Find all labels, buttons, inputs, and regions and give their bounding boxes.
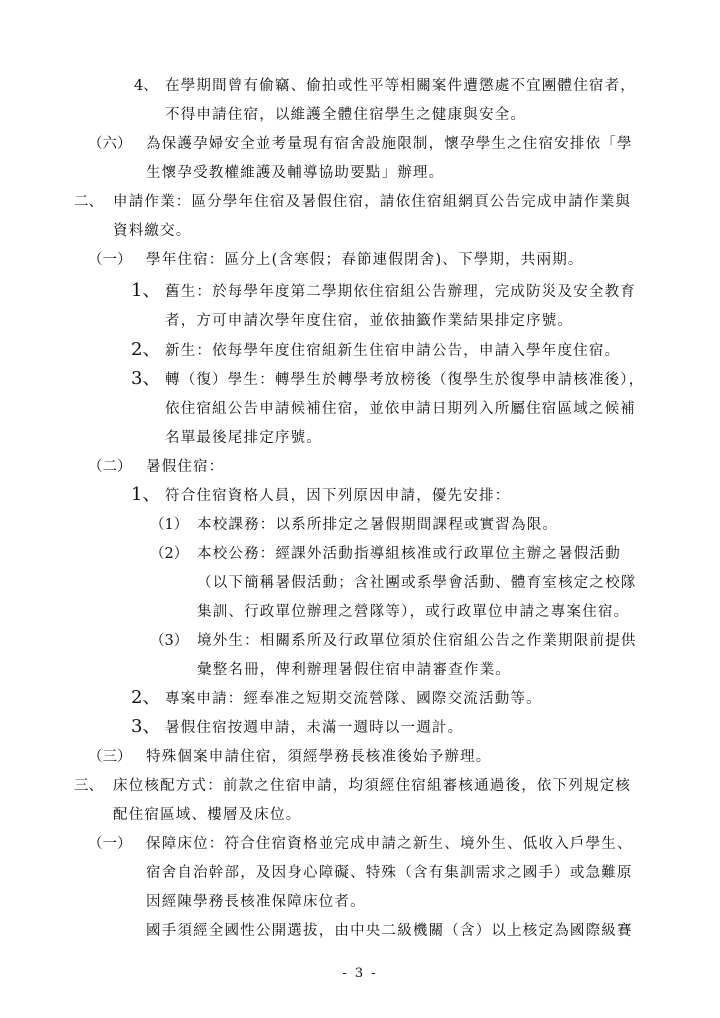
list-marker: 2、 [131,687,161,708]
text-line: 資料繳交。 [113,223,192,239]
text-line: 不得申請住宿，以維護全體住宿學生之健康與安全。 [165,107,527,123]
page-number: - 3 - [342,966,378,981]
text-line: 者，方可申請次學年度住宿，並依抽籤作業結果排定序號。 [165,313,574,329]
list-marker: 1、 [131,484,161,505]
text-line: 學年住宿：區分上(含寒假；春節連假閉舍)、下學期，共兩期。 [146,252,584,268]
list-marker: （一） [88,252,132,268]
text-line: 依住宿組公告申請候補住宿，並依申請日期列入所屬住宿區域之候補 [165,401,636,417]
list-marker: 1、 [131,280,161,301]
text-line: 本校公務：經課外活動指導組核准或行政單位主辦之暑假活動 [197,546,621,562]
text-line: 境外生：相關系所及行政單位須於住宿組公告之作業期限前提供 [197,633,637,649]
list-marker: （一） [88,836,132,852]
list-marker: （二） [88,459,132,475]
text-line: 在學期間曾有偷竊、偷拍或性平等相關案件遭懲處不宜團體住宿者， [165,78,636,94]
text-line: 轉（復）學生：轉學生於轉學考放榜後（復學生於復學申請核准後）， [165,372,645,388]
list-marker: 3、 [131,368,161,389]
section-marker: 三、 [74,778,103,794]
text-line: 特殊個案申請住宿，須經學務長核准後始予辦理。 [146,749,492,765]
text-line: 新生：依每學年度住宿組新生住宿申請公告，申請入學年度住宿。 [165,343,621,359]
text-line: 申請作業：區分學年住宿及暑假住宿，請依住宿組網頁公告完成申請作業與 [113,194,632,210]
text-line: 為保護孕婦安全並考量現有宿舍設施限制，懷孕學生之住宿安排依「學 [146,136,633,152]
section-marker: 二、 [74,194,103,210]
list-marker: （2） [150,546,189,562]
text-line: 暑假住宿按週申請，未滿一週時以一週計。 [165,720,464,736]
list-marker: （1） [150,517,189,533]
text-line: 暑假住宿： [146,459,225,475]
text-line: 宿舍自治幹部，及因身心障礙、特殊（含有集訓需求之國手）或急難原 [146,865,633,881]
text-line: 集訓、行政單位辦理之營隊等），或行政單位申請之專案住宿。 [197,604,630,620]
list-marker: （三） [88,749,132,765]
list-marker: 4、 [134,78,158,94]
text-line: 彙整名冊，俾利辦理暑假住宿申請審查作業。 [197,662,511,678]
list-marker: （六） [88,136,132,152]
text-line: （以下簡稱暑假活動；含社團或系學會活動、體育室核定之校隊 [197,575,637,591]
list-marker: （3） [150,633,189,649]
text-line: 床位核配方式：前款之住宿申請，均須經住宿組審核通過後，依下列規定核 [113,778,632,794]
text-line: 配住宿區域、樓層及床位。 [113,807,302,823]
text-line: 國手須經全國性公開選拔，由中央二級機關（含）以上核定為國際級賽 [146,923,633,939]
list-marker: 2、 [131,339,161,360]
text-line: 名單最後尾排定序號。 [165,430,322,446]
text-line: 符合住宿資格人員，因下列原因申請，優先安排： [165,488,511,504]
text-line: 因經陳學務長核准保障床位者。 [146,894,366,910]
text-line: 專案申請：經奉准之短期交流營隊、國際交流活動等。 [165,691,542,707]
text-line: 舊生：於每學年度第二學期依住宿組公告辦理，完成防災及安全教育 [165,284,636,300]
text-line: 保障床位：符合住宿資格並完成申請之新生、境外生、低收入戶學生、 [146,836,633,852]
text-line: 本校課務：以系所排定之暑假期間課程或實習為限。 [197,517,559,533]
list-marker: 3、 [131,716,161,737]
text-line: 生懷孕受教權維護及輔導協助要點」辦理。 [146,165,445,181]
